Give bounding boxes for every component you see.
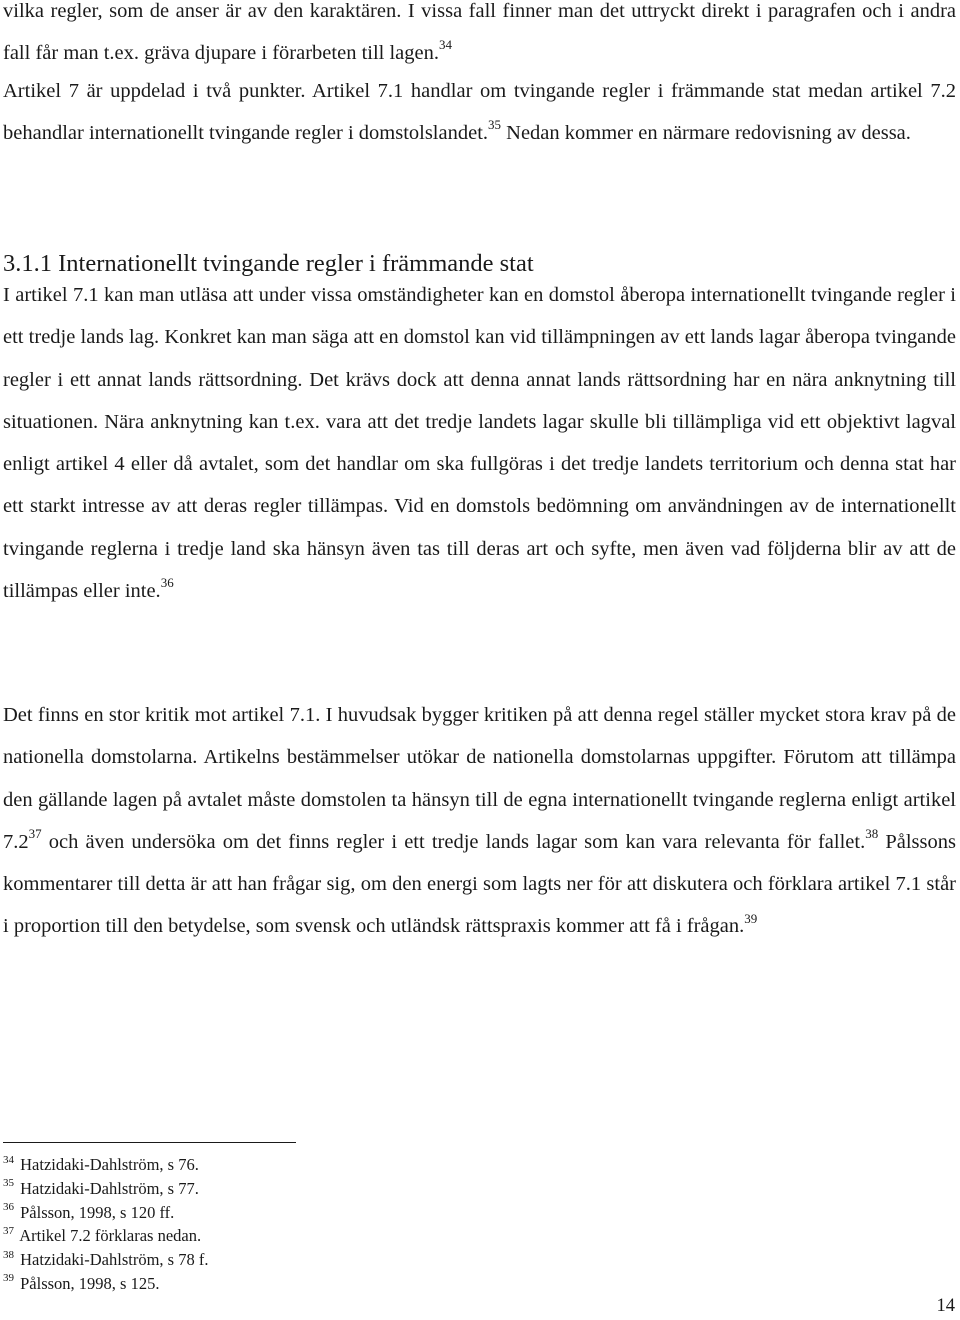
- footnote-reference: 38: [865, 826, 879, 842]
- paragraph-text: Det finns en stor kritik mot artikel 7.1. I huvudsak bygger kritiken på att denna regel ställer mycket stora krav på de nationella domstolarna. Artikelns bestämmelser utökar de nationella domstolarnas uppgifter. Förutom att tillämpa den gällande lagen på avtalet måste domstolen ta hänsyn till de egna internationellt tvingande reglerna enligt artikel 7.2: [3, 704, 956, 853]
- footnote-text: Pålsson, 1998, s 125.: [16, 1273, 160, 1293]
- footnote: [3, 1224, 208, 1248]
- footnote-text: Artikel 7.2 förklaras nedan.: [16, 1226, 202, 1246]
- footnote-text: Hatzidaki-Dahlström, s 78 f.: [16, 1250, 209, 1270]
- page-number: 14: [936, 1296, 955, 1316]
- section-heading: 3.1.1 Internationellt tvingande regler i främmande stat: [3, 250, 534, 277]
- body-paragraph-articles: [3, 70, 956, 155]
- footnote-reference: 34: [439, 37, 452, 53]
- footnote: [3, 1153, 208, 1177]
- footnote: [3, 1248, 208, 1272]
- paragraph-text: Nedan kommer en närmare redovisning av dessa.: [501, 122, 911, 145]
- footnote-list: [3, 1153, 208, 1296]
- footnote-text: Hatzidaki-Dahlström, s 76.: [16, 1155, 199, 1174]
- body-paragraph-intro: [3, 0, 956, 75]
- footnote-separator: [3, 1142, 296, 1143]
- paragraph-text: vilka regler, som de anser är av den karaktären. I vissa fall finner man det uttryckt direkt i paragrafen och i andra fall får man t.ex. gräva djupare i förarbeten till lagen.: [3, 0, 956, 65]
- footnote-number: 35: [3, 1177, 14, 1190]
- footnote-number: 34: [3, 1153, 14, 1166]
- footnote-number: 38: [3, 1248, 14, 1261]
- paragraph-text: Artikel 7 är uppdelad i två punkter. Artikel 7.1 handlar om tvingande regler i främmande stat medan artikel 7.2 behandlar internationellt tvingande regler i domstolslandet.: [3, 80, 956, 145]
- footnote-reference: 39: [744, 910, 758, 926]
- paragraph-text: och även undersöka om det finns regler i ett tredje lands lagar som kan vara relevanta för fallet.: [41, 830, 866, 853]
- footnote: [3, 1177, 208, 1201]
- footnote-number: 36: [3, 1201, 14, 1214]
- paragraph-text: Pålssons kommentarer till detta är att han frågar sig, om den energi som lagts ner för att diskutera och förklara artikel 7.1 står i proportion till den betydelse, som svensk och utländsk rättspraxis kommer att få i frågan.: [3, 830, 956, 938]
- footnote: [3, 1201, 208, 1225]
- body-paragraph-section: [3, 274, 956, 612]
- footnote-reference: 37: [28, 826, 42, 842]
- footnote: [3, 1272, 208, 1296]
- paragraph-text: I artikel 7.1 kan man utläsa att under vissa omständigheter kan en domstol åberopa internationellt tvingande regler i ett tredje lands lag. Konkret kan man säga att en domstol kan vid tillämpningen av ett lands lagar åberopa tvingande regler i ett annat lands rättsordning. Det krävs dock att denna annat lands rättsordning har en nära anknytning till situationen. Nära anknytning kan t.ex. vara att det tredje landets lagar skulle bli tillämpliga vid ett objektivt lagval enligt artikel 4 eller då avtalet, som det handlar om ska fullgöras i det tredje landets territorium och denna stat har ett starkt intresse av att deras regler tillämpas. Vid en domstols bedömning om användningen av de internationellt tvingande reglerna i tredje land ska hänsyn även tas till deras art och syfte, men även vad följderna blir av att de tillämpas eller inte.: [3, 284, 956, 603]
- footnote-number: 39: [3, 1272, 14, 1285]
- footnote-number: 37: [3, 1224, 14, 1237]
- footnote-reference: 35: [488, 117, 502, 133]
- body-paragraph-critique: [3, 694, 956, 948]
- footnote-text: Pålsson, 1998, s 120 ff.: [16, 1202, 175, 1222]
- footnote-reference: 36: [160, 575, 174, 591]
- footnote-text: Hatzidaki-Dahlström, s 77.: [16, 1178, 199, 1198]
